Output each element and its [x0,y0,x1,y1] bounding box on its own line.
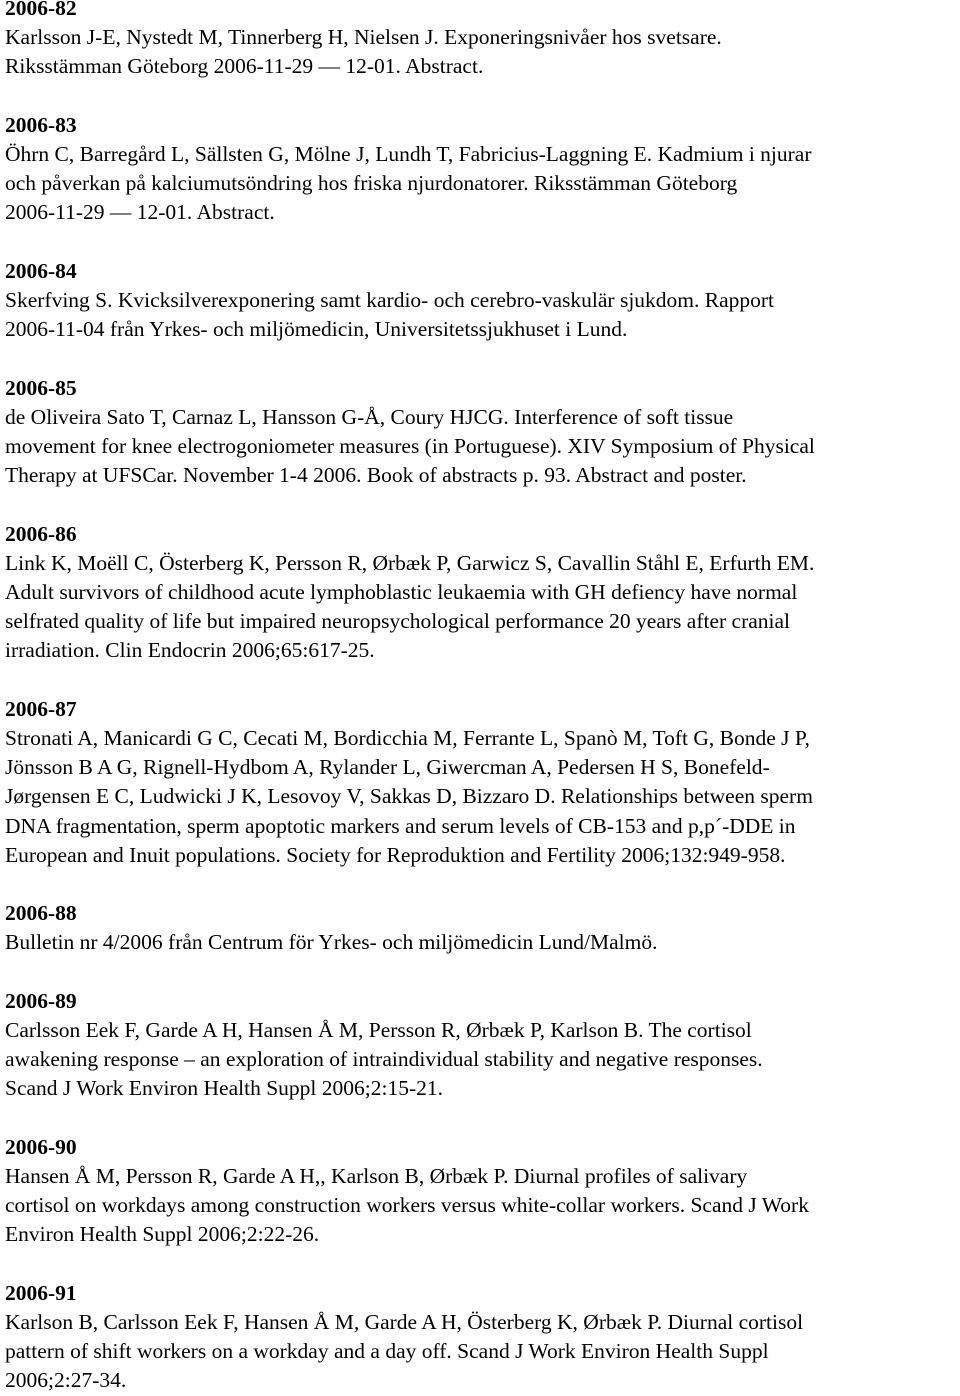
entry-citation-line: movement for knee electrogoniometer measures (in Portuguese). XIV Symposium of Physical [5,434,815,458]
entry-citation-line: DNA fragmentation, sperm apoptotic markers and serum levels of CB-153 and p,p´-DDE in [5,813,796,838]
publication-entry [5,520,957,666]
entry-citation-line: och påverkan på kalciumutsöndring hos friska njurdonatorer. Riksstämman Göteborg [5,171,738,196]
publication-entry [5,257,957,345]
entry-citation-line: Carlsson Eek F, Garde A H, Hansen Å M, Persson R, Ørbæk P, Karlson B. The cortisol [5,1018,752,1042]
entry-citation-line: Jørgensen E C, Ludwicki J K, Lesovoy V, Sakkas D, Bizzaro D. Relationships between sperm [5,784,813,809]
entry-number: 2006-82 [5,0,77,20]
entry-citation-line: awakening response – an exploration of intraindividual stability and negative responses. [5,1047,763,1072]
entry-number: 2006-85 [5,375,77,400]
entry-citation-line: selfrated quality of life but impaired neuropsychological performance 20 years after cranial [5,609,791,634]
entry-citation-line: Hansen Å M, Persson R, Garde A H,, Karlson B, Ørbæk P. Diurnal profiles of salivary [5,1164,748,1188]
entry-number: 2006-89 [5,988,77,1013]
entry-number: 2006-83 [5,112,77,137]
entry-number: 2006-87 [5,696,77,721]
entry-citation-line: Karlson B, Carlsson Eek F, Hansen Å M, Garde A H, Österberg K, Ørbæk P. Diurnal cortisol [5,1310,804,1334]
entry-citation-line: Adult survivors of childhood acute lymphoblastic leukaemia with GH defiency have normal [5,580,798,604]
entry-citation-line: de Oliveira Sato T, Carnaz L, Hansson G-Å, Coury HJCG. Interference of soft tissue [5,404,734,429]
entry-citation-line: Therapy at UFSCar. November 1-4 2006. Book of abstracts p. 93. Abstract and poster. [5,463,747,488]
entry-citation-line: Öhrn C, Barregård L, Sällsten G, Mölne J, Lundh T, Fabricius-Laggning E. Kadmium i njurar [5,142,812,166]
entry-citation-line: Jönsson B A G, Rignell-Hydbom A, Rylander L, Giwercman A, Pedersen H S, Bonefeld- [5,755,770,780]
publication-entry [5,899,957,957]
entry-citation-line: Link K, Moëll C, Österberg K, Persson R, Ørbæk P, Garwicz S, Cavallin Ståhl E, Erfurth EM. [5,550,815,575]
entry-citation-line: Scand J Work Environ Health Suppl 2006;2:15-21. [5,1076,443,1101]
entry-citation-line: cortisol on workdays among construction workers versus white-collar workers. Scand J Work [5,1193,809,1218]
publication-entry [5,695,957,870]
entry-citation-line: 2006-11-04 från Yrkes- och miljömedicin, Universitetssjukhuset i Lund. [5,317,628,342]
entry-citation-line: 2006-11-29 — 12-01. Abstract. [5,200,275,225]
entry-number: 2006-88 [5,901,77,926]
entry-citation-line: 2006;2:27-34. [5,1368,127,1393]
entry-citation-line: Riksstämman Göteborg 2006-11-29 — 12-01. Abstract. [5,54,484,79]
publication-entry [5,1279,957,1396]
entry-citation-line: Skerfving S. Kvicksilverexponering samt kardio- och cerebro-vaskulär sjukdom. Rapport [5,288,775,312]
publication-entry [5,987,957,1104]
entry-citation-line: Karlsson J-E, Nystedt M, Tinnerberg H, Nielsen J. Exponeringsnivåer hos svetsare. [5,25,722,50]
entry-citation-line: Environ Health Suppl 2006;2:22-26. [5,1222,320,1247]
publication-entry [5,374,957,491]
publication-entry [5,0,957,82]
publication-entry [5,111,957,228]
entry-citation-line: European and Inuit populations. Society for Reproduktion and Fertility 2006;132:949-958. [5,842,786,867]
publication-entry [5,1133,957,1250]
entry-number: 2006-84 [5,258,77,283]
entry-citation-line: irradiation. Clin Endocrin 2006;65:617-25. [5,638,375,663]
entry-number: 2006-91 [5,1280,77,1305]
entry-number: 2006-86 [5,521,77,546]
entry-number: 2006-90 [5,1134,77,1159]
publication-list [5,0,957,1396]
entry-citation-line: Stronati A, Manicardi G C, Cecati M, Bordicchia M, Ferrante L, Spanò M, Toft G, Bonde J P, [5,726,810,750]
entry-citation-line: Bulletin nr 4/2006 från Centrum för Yrkes- och miljömedicin Lund/Malmö. [5,930,658,955]
entry-citation-line: pattern of shift workers on a workday and a day off. Scand J Work Environ Health Suppl [5,1339,769,1364]
